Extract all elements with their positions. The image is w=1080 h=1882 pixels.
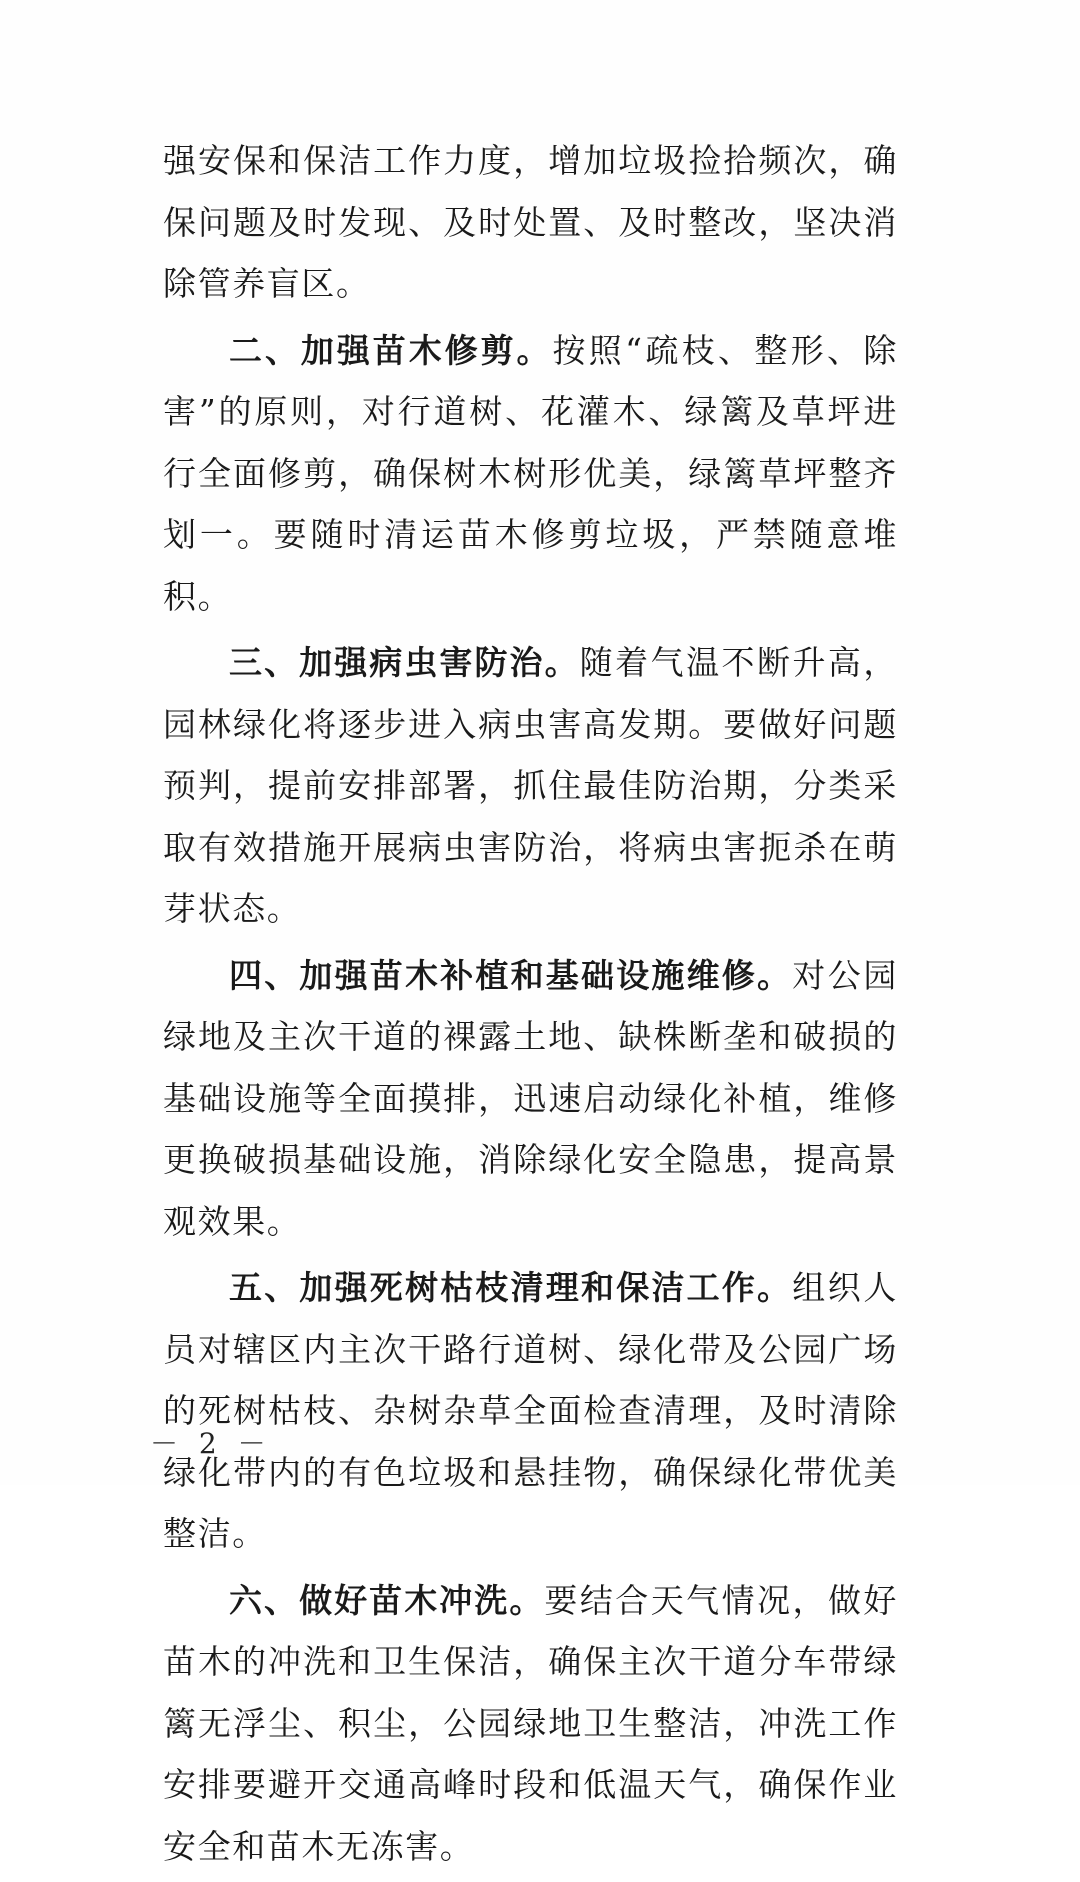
paragraph-text: 按照“疏枝、整形、除害”的原则，对行道树、花灌木、绿篱及草坪进行全面修剪，确保树木树形优美，绿篱草坪整齐划一。要随时清运苗木修剪垃圾，严禁随意堆积。 (163, 330, 898, 616)
paragraph-text: 随着气温不断升高，园林绿化将逐步进入病虫害高发期。要做好问题预判，提前安排部署，抓住最佳防治期，分类采取有效措施开展病虫害防治，将病虫害扼杀在萌芽状态。 (163, 643, 899, 928)
paragraph-continuation (163, 130, 898, 315)
paragraph-text: 组织人员对辖区内主次干路行道树、绿化带及公园广场的死树枯枝、杂树杂草全面检查清理，及时清除绿化带内的有色垃圾和悬挂物，确保绿化带优美整洁。 (163, 1268, 898, 1553)
document-body (163, 130, 898, 1882)
paragraph-replanting (163, 945, 898, 1253)
paragraph-text: 对公园绿地及主次干道的裸露土地、缺株断垄和破损的基础设施等全面摸排，迅速启动绿化补植，维修更换破损基础设施，消除绿化安全隐患，提高景观效果。 (163, 955, 898, 1241)
section-heading: 五、加强死树枯枝清理和保洁工作。 (229, 1268, 793, 1307)
paragraph-text: 要结合天气情况，做好苗木的冲洗和卫生保洁，确保主次干道分车带绿篱无浮尘、积尘，公园绿地卫生整洁，冲洗工作安排要避开交通高峰时段和低温天气，确保作业安全和苗木无冻害。 (163, 1580, 898, 1866)
paragraph-text: 强安保和保洁工作力度，增加垃圾捡拾频次，确保问题及时发现、及时处置、及时整改，坚决消除管养盲区。 (163, 141, 898, 303)
paragraph-pest-control (163, 632, 898, 940)
paragraph-washing (163, 1570, 898, 1878)
section-heading: 六、做好苗木冲洗。 (229, 1580, 545, 1620)
paragraph-dead-tree-cleanup (163, 1257, 898, 1565)
section-heading: 二、加强苗木修剪。 (229, 330, 553, 370)
section-heading: 三、加强病虫害防治。 (229, 643, 580, 682)
paragraph-pruning (163, 320, 898, 628)
section-heading: 四、加强苗木补植和基础设施维修。 (229, 955, 793, 995)
page-number: － 2 － (150, 1427, 272, 1460)
